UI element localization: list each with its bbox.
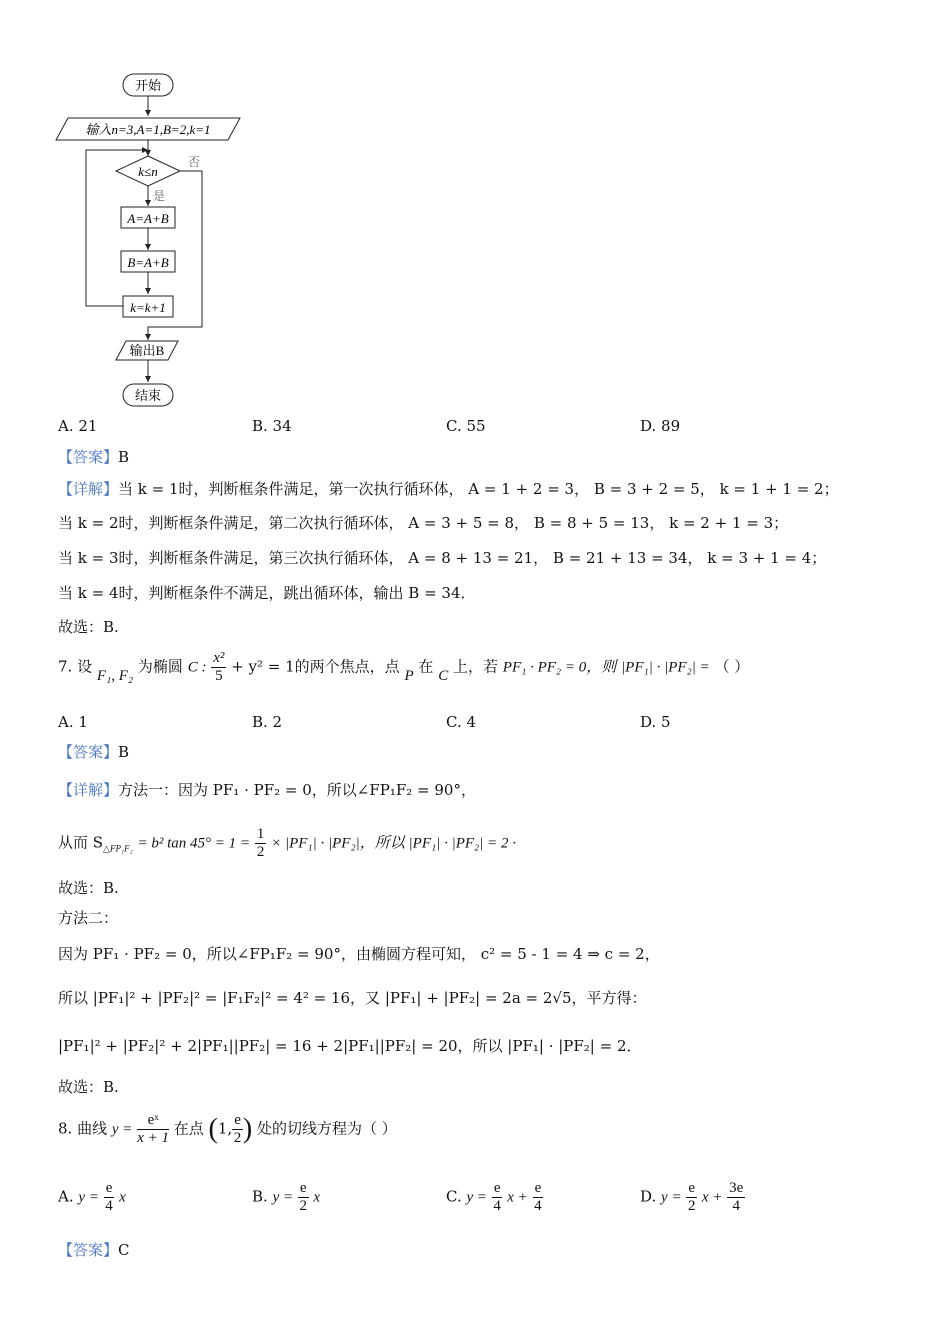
q7-stem-mid: 为椭圆	[137, 657, 183, 676]
q8-option-a-rest: x	[119, 1189, 126, 1206]
q8-option-c-label: C.	[446, 1187, 462, 1206]
q8-point-num: e	[234, 1112, 241, 1128]
q8-stem-tail: 处的切线方程为（ ）	[256, 1119, 397, 1138]
q8-option-a-num: e	[105, 1180, 113, 1196]
q6-detail-line-4: 当 k = 4时，判断框条件不满足，跳出循环体，输出 B = 34．	[58, 584, 476, 602]
q7-option-b: B. 2	[252, 713, 283, 731]
q6-detail-line-2: 当 k = 2时，判断框条件满足，第二次执行循环体， A = 3 + 5 = 8， B = 8 + 5 = 13， k = 2 + 1 = 3；	[58, 514, 789, 532]
q6-detail-text-1: 当 k = 1时，判断框条件满足，第一次执行循环体， A = 1 + 2 = 3， B = 3 + 2 = 5， k = 1 + 1 = 2；	[118, 480, 839, 498]
q7-area-line	[58, 826, 516, 861]
q8-option-c-rest: x +	[507, 1189, 528, 1206]
q7-option-a: A. 1	[58, 713, 88, 731]
q8-option-d-den2: 4	[732, 1198, 740, 1214]
q8-stem-fraction	[137, 1112, 169, 1147]
q8-option-a	[58, 1180, 126, 1215]
q8-option-b-fraction	[298, 1180, 309, 1215]
flow-no-label: 否	[188, 155, 201, 169]
q6-detail-tag: 【详解】	[58, 480, 119, 498]
q7-option-d: D. 5	[640, 713, 671, 731]
flow-step-k-label: k=k+1	[130, 300, 166, 315]
q7-stem	[58, 650, 749, 685]
q8-point-fraction	[232, 1112, 243, 1147]
q8-option-b-label: B.	[252, 1187, 268, 1206]
q6-conclusion: 故选：B.	[58, 618, 119, 636]
q8-option-c-fraction	[492, 1180, 503, 1215]
q8-stem-prefix: 8. 曲线	[58, 1119, 108, 1138]
q8-option-c	[446, 1180, 543, 1215]
q7-half-den: 2	[256, 844, 265, 860]
q7-detail-tag: 【详解】	[58, 781, 119, 799]
q8-point-a: 1,	[217, 1119, 233, 1138]
q7-stem-fraction	[211, 650, 226, 685]
q8-option-d-rest: x +	[701, 1189, 723, 1206]
q6-answer	[58, 447, 129, 467]
q8-option-c-num: e	[493, 1180, 501, 1196]
q7-stem-p: P	[404, 667, 414, 684]
flow-step-b-label: B=A+B	[127, 255, 169, 270]
q8-option-b-num: e	[299, 1180, 307, 1196]
q8-option-b-rest: x	[313, 1189, 321, 1206]
q7-option-c: C. 4	[446, 713, 477, 731]
q7-stem-at: 在	[418, 657, 434, 676]
q8-option-a-fraction	[104, 1180, 115, 1215]
q7-area-prefix: 从而 S	[58, 833, 104, 852]
q8-option-d	[640, 1180, 745, 1215]
q8-option-d-num2: 3e	[729, 1180, 744, 1196]
q7-stem-paren: （ ）	[714, 657, 750, 676]
flow-condition-label: k≤n	[138, 164, 158, 179]
q8-option-b-den: 2	[299, 1198, 307, 1214]
q7-m2-line-3: |PF₁|² + |PF₂|² + 2|PF₁||PF₂| = 16 + 2|PF₁||PF₂| = 20，所以 |PF₁| · |PF₂| = 2．	[58, 1037, 642, 1055]
q7-stem-c2: C	[438, 667, 449, 684]
q7-detail-method1	[58, 780, 476, 800]
q6-option-c: C. 55	[446, 417, 486, 435]
flowchart	[50, 68, 250, 413]
q8-option-c-den2: 4	[534, 1198, 542, 1214]
q8-option-d-fraction	[686, 1180, 697, 1215]
q7-area-tail: × |PF₁| · |PF₂|，所以 |PF₁| · |PF₂| = 2 ·	[271, 835, 516, 852]
q8-option-b	[252, 1180, 320, 1215]
flow-start-label: 开始	[134, 78, 162, 93]
q7-stem-foci: F₁, F₂	[96, 667, 134, 684]
q7-answer-tag: 【答案】	[58, 743, 119, 761]
flow-end-label: 结束	[134, 388, 162, 403]
q7-half-num: 1	[256, 826, 265, 842]
q7-area-sub: △FP₁F₂	[103, 843, 133, 854]
q8-option-b-lhs: y =	[272, 1189, 294, 1206]
q8-stem-point: 在点	[173, 1119, 204, 1138]
q6-answer-value: B	[118, 448, 130, 466]
q8-option-a-label: A.	[58, 1187, 74, 1206]
q8-option-a-den: 4	[105, 1198, 113, 1214]
q8-option-c-den: 4	[493, 1198, 501, 1214]
q7-stem-c: C :	[187, 659, 207, 676]
q6-detail-line-3: 当 k = 3时，判断框条件满足，第三次执行循环体， A = 8 + 13 = 21， B = 21 + 13 = 34， k = 3 + 1 = 4；	[58, 549, 827, 567]
q7-m2-line-1: 因为 PF₁ · PF₂ = 0，所以∠FP₁F₂ = 90°，由椭圆方程可知， c² = 5 - 1 = 4 ⇒ c = 2，	[58, 945, 660, 963]
q8-option-a-lhs: y =	[78, 1189, 99, 1206]
q7-answer	[58, 742, 129, 762]
q8-stem-y: y =	[111, 1121, 133, 1138]
q7-area-mid: = b² tan 45° = 1 =	[137, 835, 251, 852]
q6-answer-tag: 【答案】	[58, 448, 119, 466]
q8-answer-tag: 【答案】	[58, 1241, 119, 1259]
q7-frac-den: 5	[215, 668, 223, 684]
flow-yes-label: 是	[153, 189, 166, 203]
q7-stem-prefix: 7. 设	[58, 657, 93, 676]
q7-answer-value: B	[118, 743, 130, 761]
q7-frac-num: x²	[213, 650, 225, 666]
flow-input-label: 输入n=3,A=1,B=2,k=1	[85, 122, 211, 137]
q7-stem-if: 上，若	[453, 657, 499, 676]
q6-option-d: D. 89	[640, 417, 681, 435]
q6-option-a: A. 21	[58, 417, 98, 435]
q8-answer-value: C	[118, 1241, 130, 1259]
q7-conclusion-1: 故选：B.	[58, 879, 119, 897]
q7-stem-dot: PF₁ · PF₂ = 0，则	[502, 659, 617, 676]
q8-frac-den: x + 1	[137, 1130, 169, 1146]
q7-method2: 方法二：	[58, 909, 119, 927]
q7-stem-eq: + y² = 1的两个焦点，点	[231, 657, 400, 676]
q8-frac-num: eˣ	[137, 1112, 169, 1130]
q7-m2-line-2: 所以 |PF₁|² + |PF₂|² = |F₁F₂|² = 4² = 16，又 |PF₁| + |PF₂| = 2a = 2√5，平方得：	[58, 989, 647, 1007]
q7-conclusion-2: 故选：B.	[58, 1078, 119, 1096]
q6-option-b: B. 34	[252, 417, 292, 435]
flow-step-a-label: A=A+B	[127, 211, 169, 226]
q8-option-d-label: D.	[640, 1187, 657, 1206]
q8-option-d-fraction-2	[727, 1180, 745, 1215]
q8-option-c-lhs: y =	[466, 1189, 488, 1206]
q8-option-c-num2: e	[534, 1180, 542, 1196]
q8-option-c-fraction-2	[533, 1180, 544, 1215]
q7-method1-text: 方法一：因为 PF₁ · PF₂ = 0，所以∠FP₁F₂ = 90°，	[118, 781, 476, 799]
q6-detail-line-1	[58, 479, 839, 499]
q7-half-fraction	[255, 826, 267, 861]
q7-stem-abs: |PF₁| · |PF₂| =	[621, 659, 710, 676]
q8-answer	[58, 1240, 130, 1260]
q8-option-d-lhs: y =	[661, 1189, 682, 1206]
flow-output-label: 输出B	[129, 343, 165, 358]
q8-stem: 8. 曲线 y = $\frac{\text{eˣ}}{x + 1}$ 在点 (1, $\frac{e}{2}$ ) 处的切线方程为（ ）	[58, 1112, 397, 1146]
q8-option-d-num: e	[688, 1180, 696, 1196]
q8-option-d-den: 2	[687, 1198, 696, 1214]
q8-point-den: 2	[233, 1130, 242, 1146]
